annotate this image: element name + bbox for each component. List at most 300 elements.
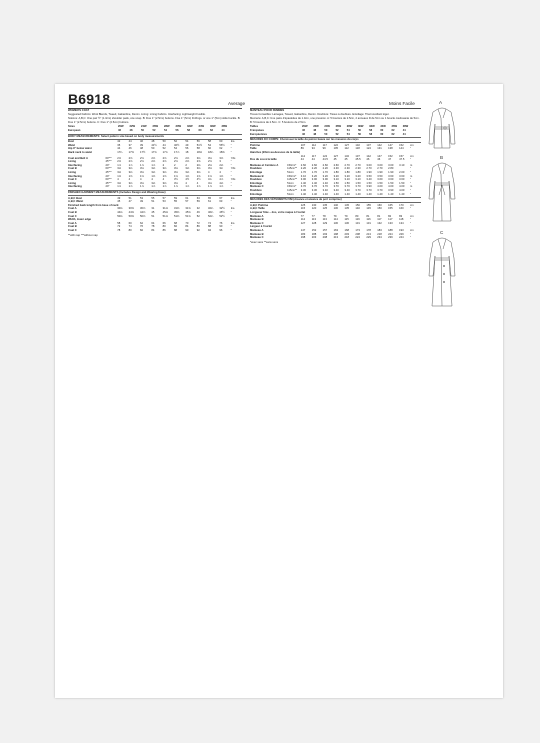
table-cell: 48 xyxy=(139,147,143,151)
fabrics-text: Suggested Fabrics: Wool Blends, Tweed, Gabardine, Denim. Lining: Lining Fabrics. Interfacing: Lightweight Fusible. xyxy=(68,112,206,116)
row-label: Coat C xyxy=(68,214,77,218)
table-cell: 48 xyxy=(313,128,317,132)
table-cell: 50⅛ xyxy=(117,214,123,218)
table-cell: 52½ xyxy=(219,214,225,218)
table-cell: 234 xyxy=(377,236,382,240)
table-cell: 3.60 xyxy=(377,178,383,182)
table-cell: 59 xyxy=(174,196,178,200)
figure-label-c: C xyxy=(440,230,444,235)
table-cell: m xyxy=(410,163,413,167)
table-cell: " xyxy=(230,200,232,204)
table-cell: 74 xyxy=(128,225,132,229)
table-cell: 44 xyxy=(402,132,406,136)
row-label: Dos du cou à la taille xyxy=(250,158,277,162)
table-cell: 2⅝ xyxy=(162,160,167,164)
table-cell: " xyxy=(410,236,411,240)
table-cell: 165 xyxy=(388,203,393,207)
table-cell: " xyxy=(410,221,411,225)
table-cell: 66 xyxy=(162,221,166,225)
table-cell: 3⅛ xyxy=(151,167,156,171)
table-cell: 127 xyxy=(333,154,339,158)
table-cell: 32W xyxy=(369,125,375,129)
table-cell: " xyxy=(410,181,411,185)
row-label: Manteau B xyxy=(250,232,264,236)
table-cell: 137 xyxy=(355,154,360,158)
table-cell: Ins. xyxy=(230,140,236,144)
row-width: 150cm* xyxy=(287,163,297,167)
table-cell: 1.90 xyxy=(366,171,372,174)
table-cell: 18 xyxy=(185,151,189,155)
table-cell: 3⅛ xyxy=(128,171,133,174)
table-cell: 31⅝ xyxy=(185,207,191,211)
table-cell: 145 xyxy=(344,203,349,207)
table-cell: 128 xyxy=(311,221,317,225)
table-cell: 2.70 xyxy=(344,163,350,167)
table-cell: 60 xyxy=(219,140,223,144)
table-cell: 125 xyxy=(322,207,328,211)
table-cell: 3.90 xyxy=(388,188,394,192)
table-cell: 92 xyxy=(196,229,200,232)
table-cell: 3.00 xyxy=(388,163,394,167)
table-cell: 152 xyxy=(311,229,317,232)
table-cell: 45⅝ xyxy=(185,211,191,215)
row-label: Doublure xyxy=(250,167,262,171)
table-cell: 2⅝ xyxy=(174,156,178,160)
table-cell: 208 xyxy=(355,232,360,236)
table-cell: 55 xyxy=(151,196,155,200)
table-cell: " xyxy=(230,147,232,151)
footnote: **with nap ***without nap xyxy=(68,233,98,237)
table-cell: 160 xyxy=(399,207,404,211)
table-cell: 3.70 xyxy=(355,188,361,192)
row-label: European xyxy=(68,128,81,132)
table-cell: 3.50 xyxy=(366,174,372,178)
table-cell: 50⅜ xyxy=(128,214,134,218)
garment-title: MANTEAU POUR FEMMES xyxy=(250,109,285,112)
table-cell: 2.80 xyxy=(388,167,394,171)
table-cell: 3⅛ xyxy=(128,181,133,185)
table-cell: " xyxy=(230,174,232,178)
table-cell: 52 xyxy=(152,128,156,132)
row-label: Hip 9" below waist xyxy=(68,147,92,151)
table-cell: 72 xyxy=(196,221,200,225)
table-cell: 117 xyxy=(388,218,393,222)
table-cell: 58 xyxy=(369,132,373,136)
table-cell: 132 xyxy=(377,221,382,225)
table-cell: 173 xyxy=(355,229,360,232)
table-cell: 63 xyxy=(219,200,223,204)
row-width: 20" xyxy=(105,163,110,167)
table-cell: 1.90 xyxy=(377,171,383,174)
table-cell: 57 xyxy=(162,196,166,200)
table-cell: 147 xyxy=(388,143,393,147)
table-cell: 218 xyxy=(344,236,349,240)
table-cell: 45 xyxy=(344,158,348,162)
table-cell: 94 xyxy=(208,229,212,232)
table-cell: 24W xyxy=(324,125,330,129)
table-cell: 2 xyxy=(162,163,165,167)
table-cell: 2⅝ xyxy=(151,160,156,164)
table-cell: 96 xyxy=(219,229,223,232)
table-cell: 2⅝ xyxy=(185,160,190,164)
table-cell: " xyxy=(230,171,232,174)
table-cell: 17⅝ xyxy=(151,151,157,155)
table-cell: 37 xyxy=(128,143,132,147)
table-cell: 130 xyxy=(333,221,339,225)
table-cell: 34W xyxy=(380,125,386,129)
level-en: Average xyxy=(228,101,246,106)
table-cell: 46 xyxy=(366,158,370,162)
table-cell: 3⅛ xyxy=(208,156,212,160)
table-cell: 1⅞ xyxy=(128,163,133,167)
table-cell: 84 xyxy=(185,225,189,229)
table-cell: 50 xyxy=(151,147,155,151)
row-label: A,B,C Taille xyxy=(250,207,265,211)
row-label: Manteau C xyxy=(250,185,264,189)
table-cell: 45.5 xyxy=(355,158,361,162)
table-cell: 1.40 xyxy=(388,192,394,196)
table-cell: 76 xyxy=(139,225,143,229)
table-cell: 3.60 xyxy=(399,178,405,182)
table-cell: 3.70 xyxy=(344,185,350,189)
table-cell: 4 xyxy=(128,178,131,182)
table-cell: 79 xyxy=(344,214,348,218)
table-cell: 147 xyxy=(300,229,306,232)
table-cell: 83 xyxy=(399,214,403,218)
table-cell: 54 xyxy=(208,143,212,147)
table-cell: 45 xyxy=(151,211,155,215)
table-cell: 188 xyxy=(311,232,317,236)
fabrics-text: Tissus Conseillés: Lainages, Tweed, Gabardine, Denim. Doublure: Tissus à doublure. Entoilage: Thermocollant léger. xyxy=(250,112,390,116)
row-label: Hanches (23cm au-dessous de la taille) xyxy=(250,151,301,155)
table-cell: 193 xyxy=(322,232,328,236)
row-label: Européennes xyxy=(250,132,268,136)
table-cell: 3.30 xyxy=(311,188,317,192)
table-cell: 44⅜ xyxy=(128,211,134,215)
table-cell: 78 xyxy=(322,214,326,218)
table-cell: 58 xyxy=(117,221,121,225)
table-row xyxy=(68,185,242,189)
table-cell: 3.70 xyxy=(311,185,317,189)
table-cell: 31⅜ xyxy=(174,207,180,211)
table-cell: " xyxy=(230,229,232,232)
table-cell: 3⅛ xyxy=(208,167,212,171)
row-width: 150cm* xyxy=(287,174,297,178)
table-cell: 3⅛ xyxy=(139,181,144,185)
table-cell: 61 xyxy=(185,196,189,200)
table-cell: 54 xyxy=(174,147,178,151)
section-heading: BODY MEASUREMENTS: Select pattern size based on body measurements xyxy=(68,134,242,140)
table-cell: 99 xyxy=(322,147,326,151)
table-cell: cm xyxy=(410,143,414,147)
table-cell: 3⅛ xyxy=(117,181,122,185)
table-cell: Yds xyxy=(230,156,236,160)
table-cell: 32 xyxy=(196,207,200,211)
table-cell: 80 xyxy=(355,214,359,218)
figure-label-a: A xyxy=(439,100,443,105)
table-cell: 144 xyxy=(399,147,404,151)
table-cell: 44.5 xyxy=(322,158,328,162)
row-width: 115cm** xyxy=(287,188,298,192)
level-fr: Moins Facile xyxy=(389,101,415,106)
table-cell: 1.40 xyxy=(366,192,372,196)
table-cell: 62 xyxy=(139,221,143,225)
table-cell: 1.50 xyxy=(388,181,394,185)
sub-heading: Width, lower edge xyxy=(68,218,91,222)
table-cell: 2 xyxy=(174,163,176,167)
table-cell: 49 xyxy=(139,200,143,204)
table-cell: 46¼ xyxy=(208,211,214,215)
table-cell: 183 xyxy=(377,229,382,232)
section-heading: MESURES DES VÊTEMENTS FINI (Aisance et aisance de port comprise) xyxy=(250,197,421,203)
table-cell: 112 xyxy=(300,154,306,158)
table-cell: 58 xyxy=(196,147,200,151)
table-cell: 3.20 xyxy=(311,174,317,178)
table-cell: 50 xyxy=(324,128,328,132)
table-cell: 52 xyxy=(196,214,200,218)
table-cell: 1⅞ xyxy=(139,163,144,167)
table-cell: 131 xyxy=(377,147,382,151)
table-cell: 2.70 xyxy=(377,167,383,171)
row-label: Manteau B xyxy=(250,218,264,222)
table-cell: 2.60 xyxy=(300,163,307,167)
table-cell: 107 xyxy=(300,143,306,147)
table-cell: 70 xyxy=(185,221,189,225)
table-cell: 82 xyxy=(174,225,178,229)
table-cell: 32½ xyxy=(219,207,225,211)
table-cell: 78 xyxy=(151,225,155,229)
table-cell: 118 xyxy=(399,218,404,222)
table-cell: 131 xyxy=(366,221,371,225)
table-cell: 105 xyxy=(333,147,339,151)
table-cell: 1.80 xyxy=(355,171,361,174)
table-cell: " xyxy=(230,163,232,167)
table-cell: 30⅜ xyxy=(128,207,134,211)
table-cell: 45⅜ xyxy=(174,211,180,215)
table-cell: 1.40 xyxy=(399,192,405,196)
table-cell: 48 xyxy=(313,132,317,136)
table-cell: 44 xyxy=(402,128,406,132)
section-heading: MESURES DU CORPS: Choisissez la taille du patron basée sur les mesures du corps xyxy=(250,137,421,143)
table-row xyxy=(68,151,242,155)
table-cell: 122 xyxy=(322,154,328,158)
table-cell: 44 xyxy=(311,158,315,162)
row-width: 60"** xyxy=(105,178,112,182)
table-cell: 3.60 xyxy=(388,174,394,178)
table-cell: 30⅛ xyxy=(117,207,123,211)
table-cell: 2⅝ xyxy=(128,160,133,164)
table-cell: 3⅛ xyxy=(139,167,144,171)
table-cell: 46 xyxy=(302,132,305,136)
table-cell: 4½ xyxy=(196,178,201,182)
table-cell: 193 xyxy=(399,229,404,232)
table-cell: 138 xyxy=(388,147,393,151)
table-cell: 1.70 xyxy=(300,171,307,174)
table-cell: 22W xyxy=(129,125,136,129)
table-cell: 82 xyxy=(388,214,392,218)
table-cell: 80 xyxy=(128,229,132,232)
row-label: A,B,C Poitrine xyxy=(250,203,269,207)
table-cell: 94 xyxy=(311,147,315,151)
table-cell: 1⅝ xyxy=(117,174,122,178)
table-cell: 56½ xyxy=(219,143,225,147)
row-label: Lining xyxy=(68,181,77,185)
row-label: Coat A xyxy=(68,221,77,225)
table-cell: 47 xyxy=(128,200,132,204)
table-cell: 4 xyxy=(151,178,153,182)
table-cell: 203 xyxy=(311,236,317,240)
french-column xyxy=(250,109,421,244)
table-cell: 2.20 xyxy=(322,167,328,171)
table-cell: 3.60 xyxy=(399,174,405,178)
table-cell: " xyxy=(230,214,232,218)
table-cell: " xyxy=(410,188,411,192)
table-cell: 17¾ xyxy=(162,151,168,155)
table-cell: 26W xyxy=(335,125,342,129)
table-cell: 3.40 xyxy=(366,178,372,182)
table-cell: 140 xyxy=(333,203,339,207)
table-cell: 130 xyxy=(311,203,317,207)
table-cell: 2.70 xyxy=(355,163,361,167)
table-cell: 1⅞ xyxy=(128,185,133,189)
table-cell: 239 xyxy=(388,236,393,240)
table-cell: 224 xyxy=(355,236,360,240)
table-cell: 56 xyxy=(175,128,179,132)
table-cell: 1.50 xyxy=(355,181,361,185)
table-cell: 44 xyxy=(300,158,304,162)
row-label: Coat and Belt A xyxy=(68,156,88,160)
table-cell: 62 xyxy=(210,128,213,132)
table-cell: 3.00 xyxy=(322,178,328,182)
table-cell: " xyxy=(410,167,411,171)
row-width: 150cm* xyxy=(287,185,297,189)
table-cell: 50⅝ xyxy=(139,214,146,218)
table-cell: 17⅞ xyxy=(174,151,180,155)
table-cell: 78 xyxy=(117,229,121,232)
table-cell: 1.70 xyxy=(322,171,328,174)
table-cell: 51½ xyxy=(196,143,202,147)
table-cell: 2.60 xyxy=(322,163,328,167)
table-cell: 4½ xyxy=(185,178,190,182)
row-label: Manteau A xyxy=(250,214,264,218)
table-cell: 86 xyxy=(196,225,200,229)
table-cell: Ins. xyxy=(230,221,236,225)
table-cell: 1⅝ xyxy=(196,174,201,178)
table-cell: 112 xyxy=(344,147,349,151)
table-cell: 59 xyxy=(196,200,200,204)
table-cell: 48 xyxy=(129,128,133,132)
table-cell: 44 xyxy=(128,140,132,144)
table-cell: 3⅝ xyxy=(219,156,224,160)
table-cell: " xyxy=(410,158,411,162)
table-cell: 1⅞ xyxy=(196,185,201,189)
table-cell: 1.50 xyxy=(366,181,372,185)
table-cell: " xyxy=(410,171,411,174)
table-cell: 1⅞ xyxy=(174,185,178,189)
english-column xyxy=(68,109,242,237)
table-cell: 76 xyxy=(219,221,223,225)
table-cell: 53 xyxy=(139,196,143,200)
table-cell: 47.5 xyxy=(399,158,405,162)
row-width: 20" xyxy=(105,174,110,178)
table-cell: cm xyxy=(410,214,414,218)
row-label: Lining xyxy=(68,171,77,174)
row-label: Coat C xyxy=(68,178,77,182)
row-label: Manteau C xyxy=(250,236,264,240)
row-width: 45"** xyxy=(105,181,112,185)
table-cell: 125 xyxy=(300,203,306,207)
section-heading: FINISHED GARMENT MEASUREMENTS (Includes Design and Wearing Ease) xyxy=(68,190,242,196)
table-cell: 3.10 xyxy=(355,178,361,182)
table-cell: 52 xyxy=(335,128,339,132)
table-cell: 45 xyxy=(333,158,337,162)
table-cell: 32¼ xyxy=(208,207,214,211)
table-cell: 135 xyxy=(344,207,349,211)
table-cell: 3⅛ xyxy=(174,171,178,174)
sub-heading: Largeur à l'ourlet xyxy=(250,225,272,229)
table-cell: 49 xyxy=(117,196,121,200)
table-cell: 1⅞ xyxy=(219,185,224,189)
table-cell: 3.40 xyxy=(333,188,339,192)
table-cell: 1.80 xyxy=(344,171,350,174)
row-label: Coat B xyxy=(68,211,77,215)
table-cell: 4 xyxy=(117,178,119,182)
table-cell: 124 xyxy=(366,147,371,151)
table-cell: 2⅝ xyxy=(208,160,212,164)
table-cell: 17½ xyxy=(139,151,146,155)
table-cell: 2⅝ xyxy=(185,156,190,160)
table-cell: " xyxy=(410,218,411,222)
table-cell: 88 xyxy=(174,229,178,232)
table-cell: 39 xyxy=(139,143,143,147)
table-cell: 52¼ xyxy=(208,214,214,218)
table-cell: 86 xyxy=(162,229,166,232)
table-cell: 67 xyxy=(219,196,223,200)
table-cell: 134 xyxy=(399,221,404,225)
table-cell: 122 xyxy=(333,143,339,147)
table-cell: 213 xyxy=(333,236,339,240)
table-cell: 1⅞ xyxy=(151,185,156,189)
table-cell: 54 xyxy=(346,132,350,136)
table-cell: 51⅛ xyxy=(162,214,168,218)
table-row xyxy=(68,215,242,219)
row-label: Coat C xyxy=(68,229,77,232)
table-cell: " xyxy=(410,207,411,211)
table-cell: 55 xyxy=(174,200,178,204)
table-cell: 2.20 xyxy=(300,167,307,171)
table-cell: 130 xyxy=(344,221,349,225)
table-cell: 150 xyxy=(355,203,360,207)
row-label: Manteau A xyxy=(250,229,264,232)
table-cell: 28W xyxy=(164,125,170,129)
table-cell: 4 xyxy=(196,181,199,185)
table-cell: 3.70 xyxy=(300,185,307,189)
table-cell: 30W xyxy=(175,125,182,129)
table-cell: 3⅛ xyxy=(162,167,167,171)
table-cell: 1.40 xyxy=(311,192,317,196)
table-cell: 1⅝ xyxy=(128,174,133,178)
row-label: Manteau C xyxy=(250,221,264,225)
row-width: 51cm xyxy=(287,181,294,185)
table-cell: 229 xyxy=(399,232,404,236)
table-cell: 2⅝ xyxy=(139,160,144,164)
row-label: Interfacing xyxy=(68,163,82,167)
table-cell: 26W xyxy=(152,125,159,129)
table-row xyxy=(250,222,421,226)
table-cell: 62 xyxy=(391,128,395,132)
table-cell: " xyxy=(230,160,232,164)
table-cell: 57 xyxy=(185,200,189,204)
